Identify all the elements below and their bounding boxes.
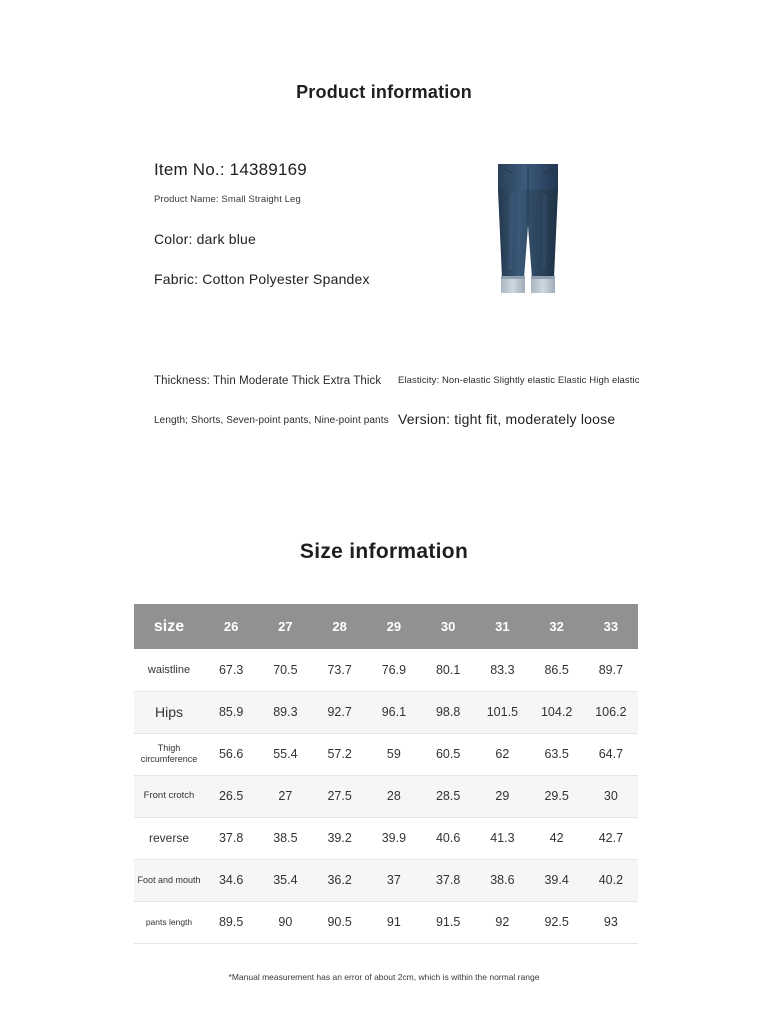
cell: 37.8 xyxy=(204,817,258,859)
row-label: Foot and mouth xyxy=(134,859,204,901)
column-header-33: 33 xyxy=(584,604,638,649)
cell: 60.5 xyxy=(421,733,475,775)
cell: 41.3 xyxy=(475,817,529,859)
cell: 39.2 xyxy=(313,817,367,859)
table-row xyxy=(134,901,638,943)
cell: 63.5 xyxy=(530,733,584,775)
cell: 26.5 xyxy=(204,775,258,817)
cell: 37 xyxy=(367,859,421,901)
cell: 89.5 xyxy=(204,901,258,943)
cell: 91 xyxy=(367,901,421,943)
column-header-27: 27 xyxy=(258,604,312,649)
cell: 90 xyxy=(258,901,312,943)
row-label: Front crotch xyxy=(134,775,204,817)
cell: 106.2 xyxy=(584,691,638,733)
table-header-row xyxy=(134,604,638,649)
cell: 92.7 xyxy=(313,691,367,733)
cell: 37.8 xyxy=(421,859,475,901)
table-row xyxy=(134,649,638,691)
cell: 39.9 xyxy=(367,817,421,859)
product-fabric: Fabric: Cotton Polyester Spandex xyxy=(154,271,370,287)
cell: 38.5 xyxy=(258,817,312,859)
cell: 93 xyxy=(584,901,638,943)
column-header-29: 29 xyxy=(367,604,421,649)
cell: 98.8 xyxy=(421,691,475,733)
cell: 55.4 xyxy=(258,733,312,775)
cell: 42.7 xyxy=(584,817,638,859)
size-chart-body xyxy=(134,649,638,943)
cell: 27.5 xyxy=(313,775,367,817)
page-title: Product information xyxy=(296,82,472,102)
cell: 67.3 xyxy=(204,649,258,691)
jeans-product-image xyxy=(488,160,568,310)
product-color: Color: dark blue xyxy=(154,231,257,247)
cell: 27 xyxy=(258,775,312,817)
cell: 39.4 xyxy=(530,859,584,901)
cell: 85.9 xyxy=(204,691,258,733)
cell: 104.2 xyxy=(530,691,584,733)
cell: 90.5 xyxy=(313,901,367,943)
cell: 96.1 xyxy=(367,691,421,733)
attribute-version: Version: tight fit, moderately loose xyxy=(398,411,616,427)
table-row xyxy=(134,775,638,817)
cell: 92 xyxy=(475,901,529,943)
cell: 86.5 xyxy=(530,649,584,691)
cell: 34.6 xyxy=(204,859,258,901)
row-label: Hips xyxy=(134,691,204,733)
cell: 28 xyxy=(367,775,421,817)
measurement-note: *Manual measurement has an error of about 2cm, which is within the normal range xyxy=(228,972,540,982)
size-chart-table xyxy=(134,604,638,944)
cell: 40.6 xyxy=(421,817,475,859)
column-header-30: 30 xyxy=(421,604,475,649)
cell: 101.5 xyxy=(475,691,529,733)
cell: 56.6 xyxy=(204,733,258,775)
cell: 91.5 xyxy=(421,901,475,943)
column-header-31: 31 xyxy=(475,604,529,649)
product-name: Product Name: Small Straight Leg xyxy=(154,194,301,205)
column-header-size: size xyxy=(134,604,204,649)
cell: 35.4 xyxy=(258,859,312,901)
table-row xyxy=(134,691,638,733)
row-label: pants length xyxy=(134,901,204,943)
cell: 70.5 xyxy=(258,649,312,691)
table-row xyxy=(134,859,638,901)
column-header-32: 32 xyxy=(530,604,584,649)
table-row xyxy=(134,733,638,775)
cell: 59 xyxy=(367,733,421,775)
item-number: Item No.: 14389169 xyxy=(154,160,307,179)
cell: 57.2 xyxy=(313,733,367,775)
cell: 29 xyxy=(475,775,529,817)
jeans-illustration xyxy=(488,160,568,310)
cell: 40.2 xyxy=(584,859,638,901)
cell: 80.1 xyxy=(421,649,475,691)
row-label: waistline xyxy=(134,649,204,691)
cell: 64.7 xyxy=(584,733,638,775)
attribute-elasticity: Elasticity: Non-elastic Slightly elastic Elastic High elastic xyxy=(398,375,640,386)
cell: 30 xyxy=(584,775,638,817)
cell: 73.7 xyxy=(313,649,367,691)
column-header-28: 28 xyxy=(313,604,367,649)
cell: 42 xyxy=(530,817,584,859)
cell: 62 xyxy=(475,733,529,775)
cell: 83.3 xyxy=(475,649,529,691)
column-header-26: 26 xyxy=(204,604,258,649)
attribute-length: Length; Shorts, Seven-point pants, Nine-point pants xyxy=(154,415,389,426)
cell: 36.2 xyxy=(313,859,367,901)
row-label: reverse xyxy=(134,817,204,859)
attribute-thickness: Thickness: Thin Moderate Thick Extra Thick xyxy=(154,375,382,387)
size-chart-head xyxy=(134,604,638,649)
cell: 28.5 xyxy=(421,775,475,817)
cell: 38.6 xyxy=(475,859,529,901)
cell: 76.9 xyxy=(367,649,421,691)
table-row xyxy=(134,817,638,859)
row-label: Thigh circumference xyxy=(134,733,204,775)
product-info-block xyxy=(154,160,484,287)
cell: 29.5 xyxy=(530,775,584,817)
size-information-title: Size information xyxy=(299,540,469,563)
cell: 89.3 xyxy=(258,691,312,733)
cell: 92.5 xyxy=(530,901,584,943)
cell: 89.7 xyxy=(584,649,638,691)
